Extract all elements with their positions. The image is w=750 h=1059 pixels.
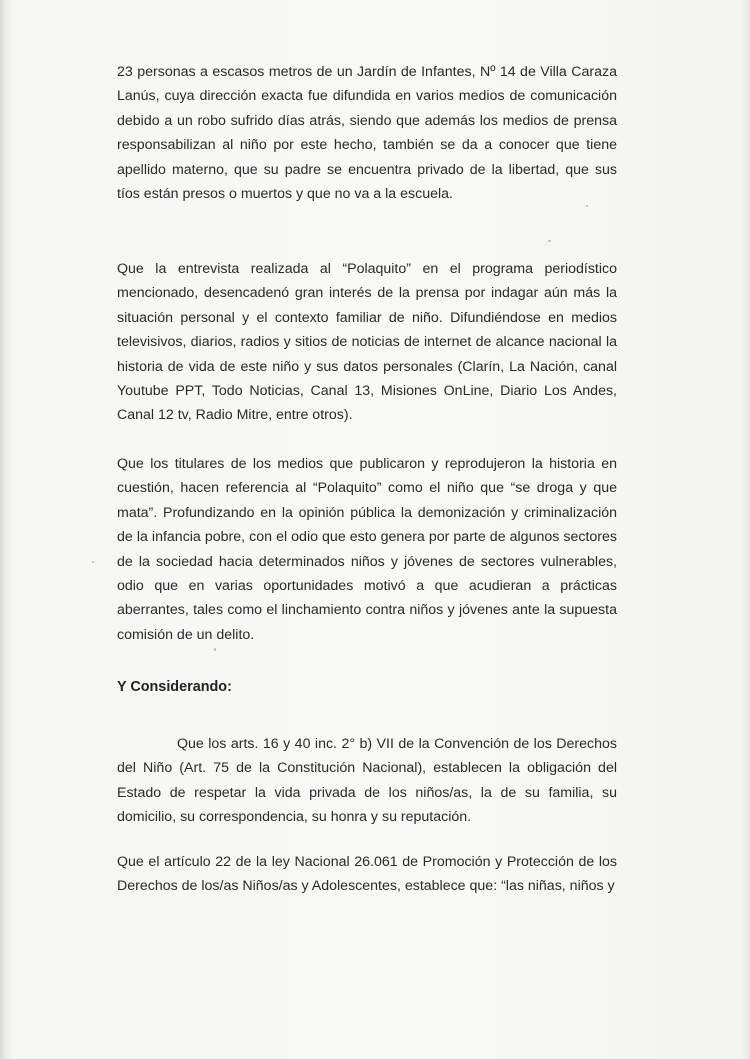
considering-paragraph-1: Que los arts. 16 y 40 inc. 2° b) VII de la Convención de los Derechos del Niño (Art. 75 de la Constitución Nacional), establecen la obligación del Estado de respetar la vida privada de los niños/as, la de su familia, su domicilio, su correspondencia, su honra y su reputación. <box>117 736 617 826</box>
scan-speck <box>548 240 551 242</box>
scan-speck <box>92 561 94 563</box>
considering-paragraph-2: Que el artículo 22 de la ley Nacional 26.061 de Promoción y Protección de los Derechos de los/as Niños/as y Adolescentes, establece que: “las niñas, niños y <box>117 854 617 895</box>
scan-speck <box>586 205 588 207</box>
section-heading: Y Considerando: <box>117 679 232 695</box>
scan-speck <box>214 648 216 651</box>
paragraph-1: 23 personas a escasos metros de un Jardín de Infantes, Nº 14 de Villa Caraza Lanús, cuya dirección exacta fue difundida en varios medios de comunicación debido a un robo sufrido días atrás, siendo que además los medios de prensa responsabilizan al niño por este hecho, también se da a conocer que tiene apellido materno, que su padre se encuentra privado de la libertad, que sus tíos están presos o muertos y que no va a la escuela. <box>117 64 617 203</box>
paragraph-3: Que los titulares de los medios que publicaron y reprodujeron la historia en cuestión, hacen referencia al “Polaquito” como el niño que “se droga y que mata”. Profundizando en la opinión pública la demonización y criminalización de la infancia pobre, con el odio que esto genera por parte de algunos sectores de la sociedad hacia determinados niños y jóvenes de sectores vulnerables, odio que en varias oportunidades motivó a que acudieran a prácticas aberrantes, tales como el linchamiento contra niños y jóvenes ante la supuesta comisión de un delito. <box>117 456 617 643</box>
paragraph-2: Que la entrevista realizada al “Polaquito” en el programa periodístico mencionado, desencadenó gran interés de la prensa por indagar aún más la situación personal y el contexto familiar de niño. Difundiéndose en medios televisivos, diarios, radios y sitios de noticias de internet de alcance nacional la historia de vida de este niño y sus datos personales (Clarín, La Nación, canal Youtube PPT, Todo Noticias, Canal 13, Misiones OnLine, Diario Los Andes, Canal 12 tv, Radio Mitre, entre otros). <box>117 261 617 424</box>
